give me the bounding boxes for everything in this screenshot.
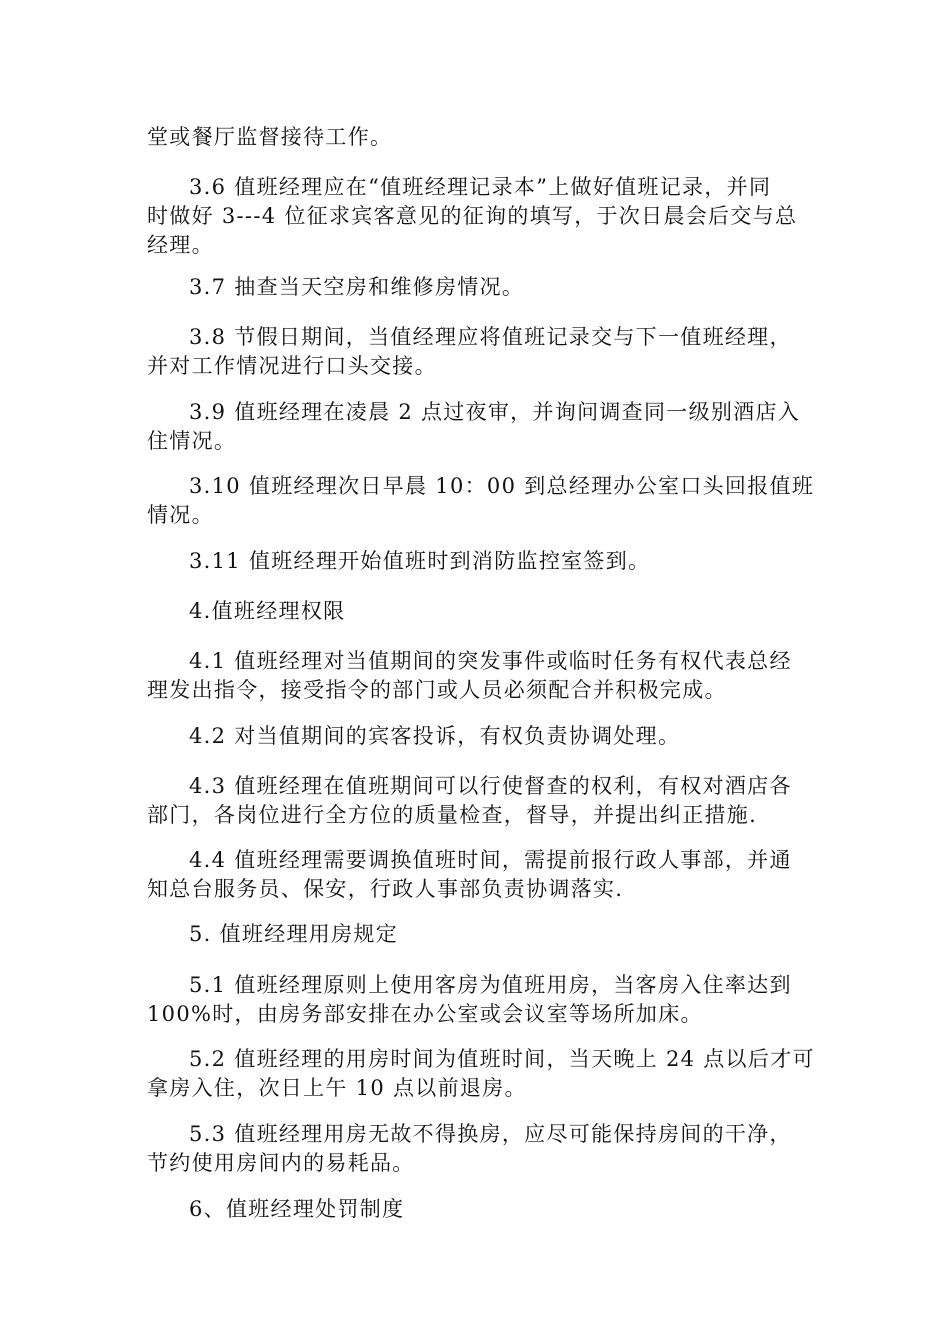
section-heading: 4.值班经理权限 [189,599,346,623]
text-line: 3.6 值班经理应在“值班经理记录本”上做好值班记录，并同 [189,175,772,199]
text-line: 理发出指令，接受指令的部门或人员必须配合并积极完成。 [147,678,727,702]
paragraph-3-9 [147,398,807,456]
paragraph-4-2 [147,722,807,751]
text-line: 4.4 值班经理需要调换值班时间，需提前报行政人事部，并通 [189,848,792,872]
text-line: 3.8 节假日期间，当值经理应将值班记录交与下一值班经理， [189,325,792,349]
paragraph-5-3 [147,1120,807,1178]
text-line: 知总台服务员、保安，行政人事部负责协调落实. [147,877,624,901]
text-line: 5.3 值班经理用房无故不得换房，应尽可能保持房间的干净， [189,1122,792,1146]
text-line: 3.10 值班经理次日早晨 10：00 到总经理办公室口头回报值班 [189,474,815,498]
paragraph-3-6 [147,173,807,260]
text-line: 住情况。 [147,429,237,453]
text-line: 4.3 值班经理在值班期间可以行使督查的权利，有权对酒店各 [189,774,792,798]
text-line: 节约使用房间内的易耗品。 [147,1151,415,1175]
heading-section-4 [147,597,807,626]
text-line: 并对工作情况进行口头交接。 [147,354,437,378]
text-line: 3.11 值班经理开始值班时到消防监控室签到。 [189,549,651,573]
section-heading: 6、值班经理处罚制度 [189,1197,405,1221]
text-line: 3.9 值班经理在凌晨 2 点过夜审，并询问调查同一级别酒店入 [189,400,801,424]
text-line: 经理。 [147,233,214,257]
text-line: 部门，各岗位进行全方位的质量检查，督导，并提出纠正措施. [147,803,758,827]
text-line: 拿房入住，次日上午 10 点以前退房。 [147,1076,527,1100]
paragraph-5-1 [147,971,807,1029]
text-line: 情况。 [147,503,214,527]
paragraph-intro-continuation [147,123,807,152]
heading-section-6 [147,1195,807,1224]
text-line: 4.2 对当值期间的宾客投诉，有权负责协调处理。 [189,724,681,748]
text-line: 时做好 3---4 位征求宾客意见的征询的填写，于次日晨会后交与总 [147,204,798,228]
paragraph-3-10 [147,472,815,530]
heading-section-5 [147,920,807,949]
text-line: 堂或餐厅监督接待工作。 [147,125,393,149]
text-line: 3.7 抽查当天空房和维修房情况。 [189,275,525,299]
text-line: 5.1 值班经理原则上使用客房为值班用房，当客房入住率达到 [189,973,792,997]
section-heading: 5. 值班经理用房规定 [189,922,399,946]
paragraph-4-1 [147,647,807,705]
paragraph-3-7 [147,273,807,302]
text-line: 5.2 值班经理的用房时间为值班时间，当天晚上 24 点以后才可 [189,1047,815,1071]
text-line: 100%时，由房务部安排在办公室或会议室等场所加床。 [147,1002,703,1026]
paragraph-3-8 [147,323,807,381]
text-line: 4.1 值班经理对当值期间的突发事件或临时任务有权代表总经 [189,649,792,673]
paragraph-3-11 [147,547,807,576]
paragraph-5-2 [147,1045,815,1103]
paragraph-4-4 [147,846,807,904]
paragraph-4-3 [147,772,807,830]
